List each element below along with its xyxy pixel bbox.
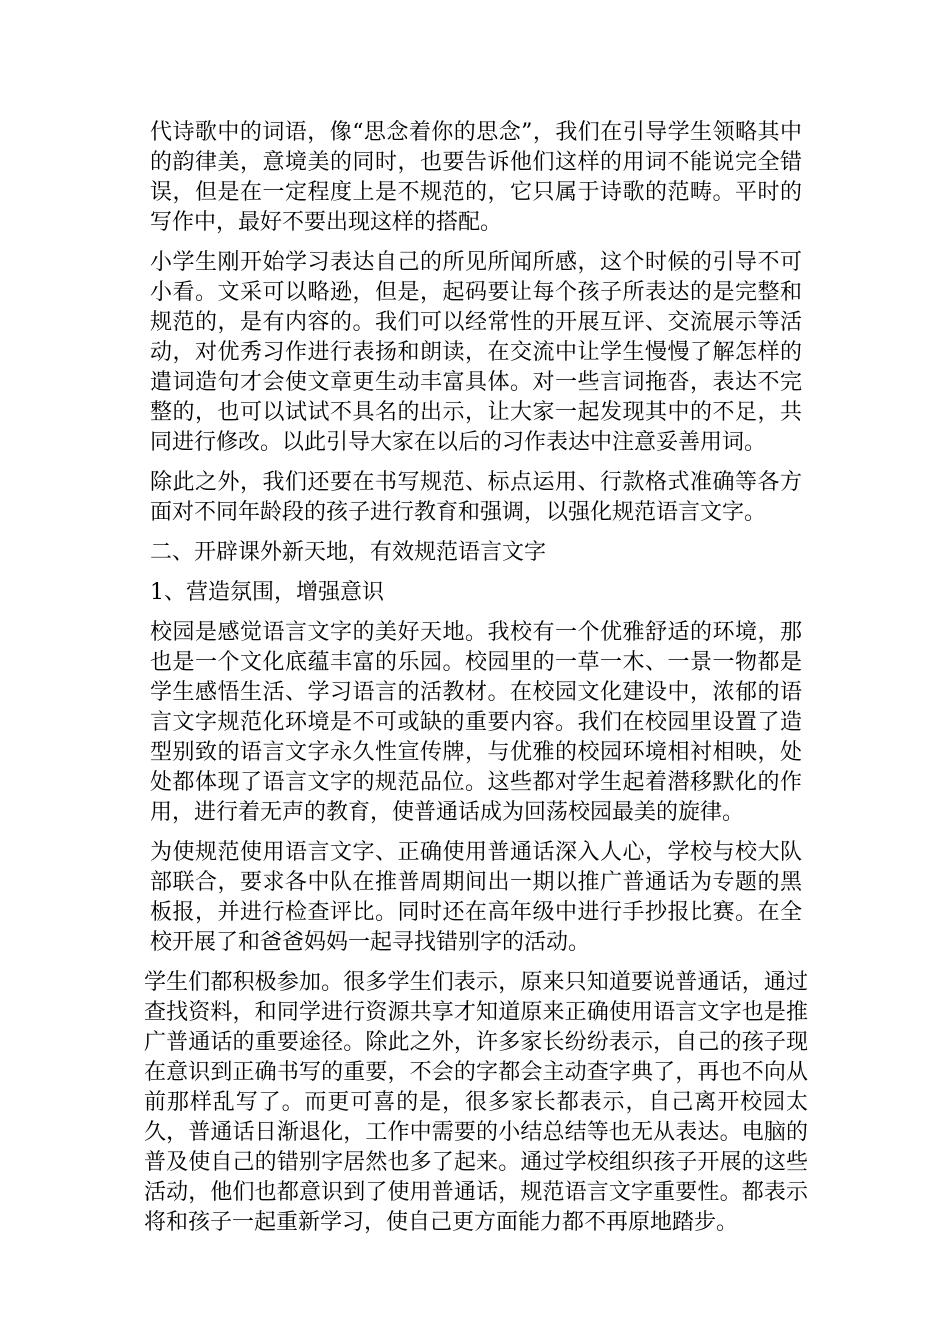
paragraph-expression-guidance: 小学生刚开始学习表达自己的所见所闻所感，这个时候的引导不可小看。文采可以略逊，但是，起码要让每个孩子所表达的是完整和规范的，是有内容的。我们可以经常性的开展互评、交流展示等活动，对优秀习作进行表扬和朗读，在交流中让学生慢慢了解怎样的遣词造句才会使文章更生动丰富具体。对一些言词拖沓，表达不完整的，也可以试试不具名的出示，让大家一起发现其中的不足，共同进行修改。以此引导大家在以后的习作表达中注意妥善用词。 [150,250,802,455]
paragraph-blackboard-activities: 为使规范使用语言文字、正确使用普通话深入人心，学校与校大队部联合，要求各中队在推普周期间出一期以推广普通话为专题的黑板报，并进行检查评比。同时还在高年级中进行手抄报比赛。在全校开展了和爸爸妈妈一起寻找错别字的活动。 [150,840,802,955]
paragraph-writing-norms: 除此之外，我们还要在书写规范、标点运用、行款格式准确等各方面对不同年龄段的孩子进行教育和强调，以强化规范语言文字。 [150,470,802,525]
paragraph-poetry-words: 代诗歌中的词语，像“思念着你的思念”，我们在引导学生领略其中的韵律美，意境美的同时，也要告诉他们这样的用词不能说完全错误，但是在一定程度上是不规范的，它只属于诗歌的范畴。平时的写作中，最好不要出现这样的搭配。 [150,120,802,235]
section-heading-two: 二、开辟课外新天地，有效规范语言文字 [150,540,547,565]
document-body [144,118,808,1248]
subsection-heading-one: 1、营造氛围，增强意识 [150,580,384,605]
paragraph-student-parent-feedback: 学生们都积极参加。很多学生们表示，原来只知道要说普通话，通过查找资料，和同学进行资源共享才知道原来正确使用语言文字也是推广普通话的重要途径。除此之外，许多家长纷纷表示，自己的孩子现在意识到正确书写的重要，不会的字都会主动查字典了，再也不向从前那样乱写了。而更可喜的是，很多家长都表示，自己离开校园太久，普通话日渐退化，工作中需要的小结总结等也无从表达。电脑的普及使自己的错别字居然也多了起来。通过学校组织孩子开展的这些活动，他们也都意识到了使用普通话，规范语言文字重要性。都表示将和孩子一起重新学习，使自己更方面能力都不再原地踏步。 [144,970,808,1235]
paragraph-campus-environment: 校园是感觉语言文字的美好天地。我校有一个优雅舒适的环境，那也是一个文化底蕴丰富的乐园。校园里的一草一木、一景一物都是学生感悟生活、学习语言的活教材。在校园文化建设中，浓郁的语言文字规范化环境是不可或缺的重要内容。我们在校园里设置了造型别致的语言文字永久性宣传牌，与优雅的校园环境相衬相映，处处都体现了语言文字的规范品位。这些都对学生起着潜移默化的作用，进行着无声的教育，使普通话成为回荡校园最美的旋律。 [150,620,802,825]
